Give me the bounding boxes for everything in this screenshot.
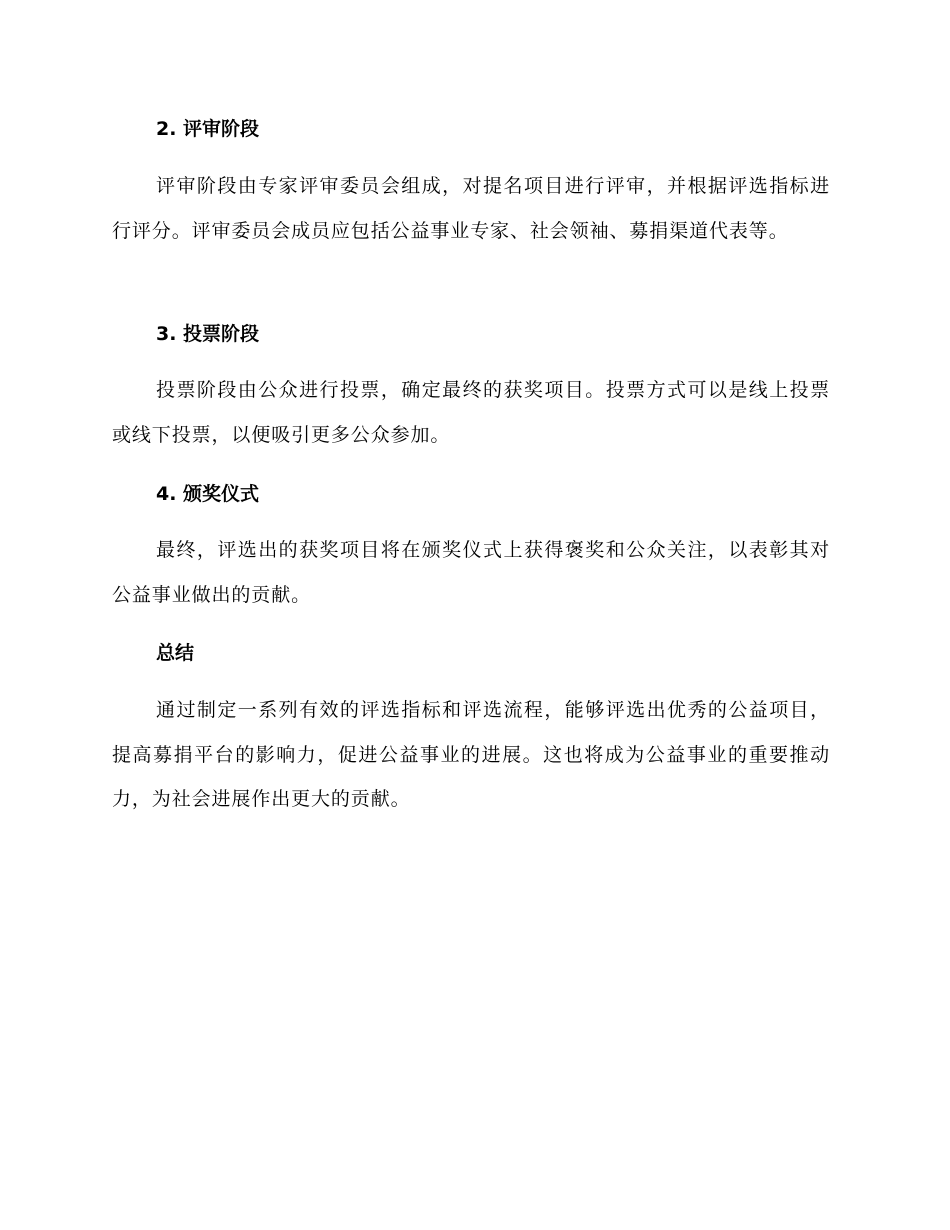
section-heading-voting: 3. 投票阶段 — [156, 323, 260, 345]
section-body-review: 评审阶段由专家评审委员会组成，对提名项目进行评审，并根据评选指标进行评分。评审委员会成员应包括公益事业专家、社会领袖、募捐渠道代表等。 — [112, 175, 830, 242]
section-body-summary: 通过制定一系列有效的评选指标和评选流程，能够评选出优秀的公益项目，提高募捐平台的影响力，促进公益事业的进展。这也将成为公益事业的重要推动力，为社会进展作出更大的贡献。 — [112, 699, 830, 810]
section-heading-summary: 总结 — [156, 642, 195, 664]
section-body-voting: 投票阶段由公众进行投票，确定最终的获奖项目。投票方式可以是线上投票或线下投票，以便吸引更多公众参加。 — [112, 379, 830, 446]
section-body-ceremony: 最终，评选出的获奖项目将在颁奖仪式上获得褒奖和公众关注，以表彰其对公益事业做出的贡献。 — [112, 539, 830, 606]
section-heading-ceremony: 4. 颁奖仪式 — [156, 483, 260, 505]
section-heading-review: 2. 评审阶段 — [156, 118, 260, 140]
